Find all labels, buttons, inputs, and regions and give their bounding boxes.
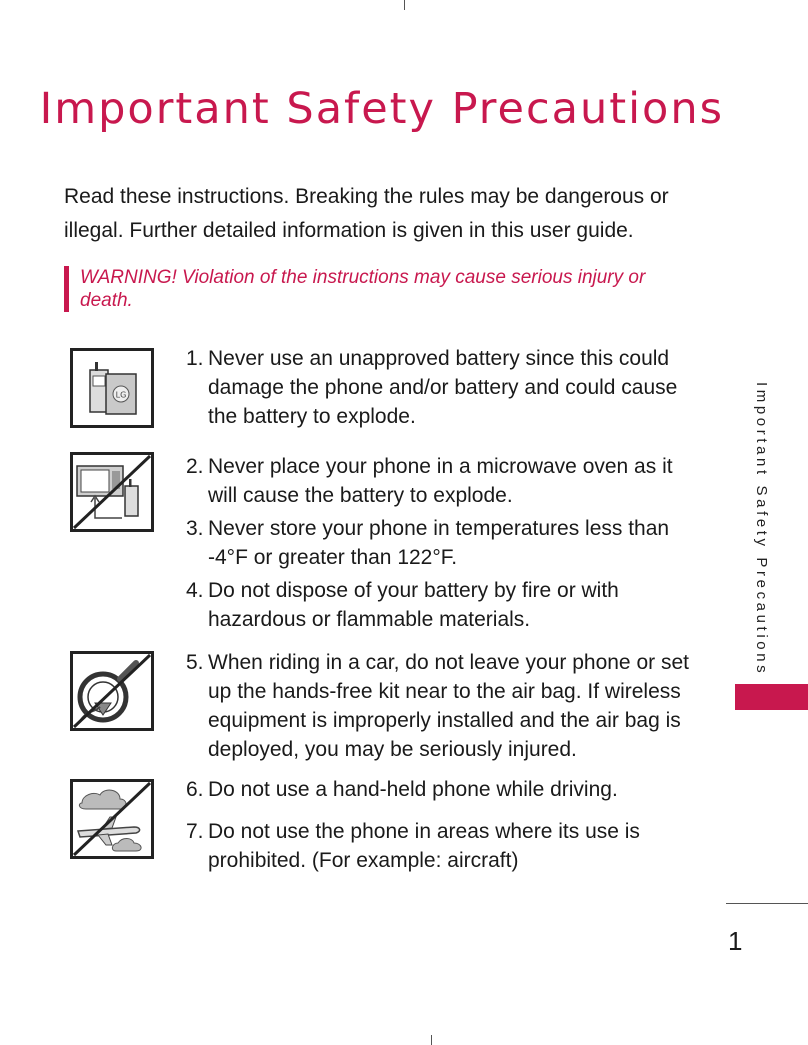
- list-item: [186, 648, 706, 764]
- list-item-number: 4.: [186, 579, 204, 602]
- crop-mark-bottom: [431, 1035, 432, 1045]
- list-item: [186, 514, 706, 572]
- page-title: Important Safety Precautions: [39, 84, 724, 134]
- aircraft-prohibited-icon: [70, 779, 154, 859]
- list-item-text: Never store your phone in temperatures less than -4°F or greater than 122°F.: [208, 517, 670, 569]
- list-item-text: When riding in a car, do not leave your phone or set up the hands-free kit near to the air bag. If wireless equipment is improperly installed and the air bag is deployed, you may be seriously injured.: [208, 651, 689, 761]
- battery-logo: LG: [115, 390, 127, 400]
- list-item-number: 2.: [186, 455, 204, 478]
- crop-mark-top: [404, 0, 405, 10]
- list-item-text: Never place your phone in a microwave oven as it will cause the battery to explode.: [208, 455, 673, 507]
- list-item-text: Do not use the phone in areas where its use is prohibited. (For example: aircraft): [208, 820, 640, 872]
- list-item: [186, 576, 706, 634]
- list-item-number: 7.: [186, 820, 204, 843]
- list-item: [186, 817, 706, 875]
- battery-phone-icon: [70, 348, 154, 428]
- page-number: 1: [728, 926, 743, 956]
- list-item-text: Never use an unapproved battery since this could damage the phone and/or battery and could cause the battery to explode.: [208, 347, 678, 428]
- side-tab-marker: [735, 684, 808, 710]
- side-tab-label: Important Safety Precautions: [753, 382, 770, 677]
- warning-callout: WARNING! Violation of the instructions may cause serious injury or death.: [64, 266, 700, 312]
- list-item-number: 5.: [186, 651, 204, 674]
- list-item-number: 6.: [186, 778, 204, 801]
- list-item: [186, 452, 706, 510]
- list-item-text: Do not use a hand-held phone while driving.: [208, 778, 618, 801]
- list-item: [186, 344, 706, 431]
- list-item-text: Do not dispose of your battery by fire or with hazardous or flammable materials.: [208, 579, 619, 631]
- list-item: [186, 775, 706, 804]
- intro-paragraph: Read these instructions. Breaking the rules may be dangerous or illegal. Further detailed information is given in this user guide.: [64, 185, 669, 242]
- page-number-rule: [726, 903, 808, 904]
- list-item-number: 3.: [186, 517, 204, 540]
- airbag-prohibited-icon: [70, 651, 154, 731]
- microwave-prohibited-icon: [70, 452, 154, 532]
- list-item-number: 1.: [186, 347, 204, 370]
